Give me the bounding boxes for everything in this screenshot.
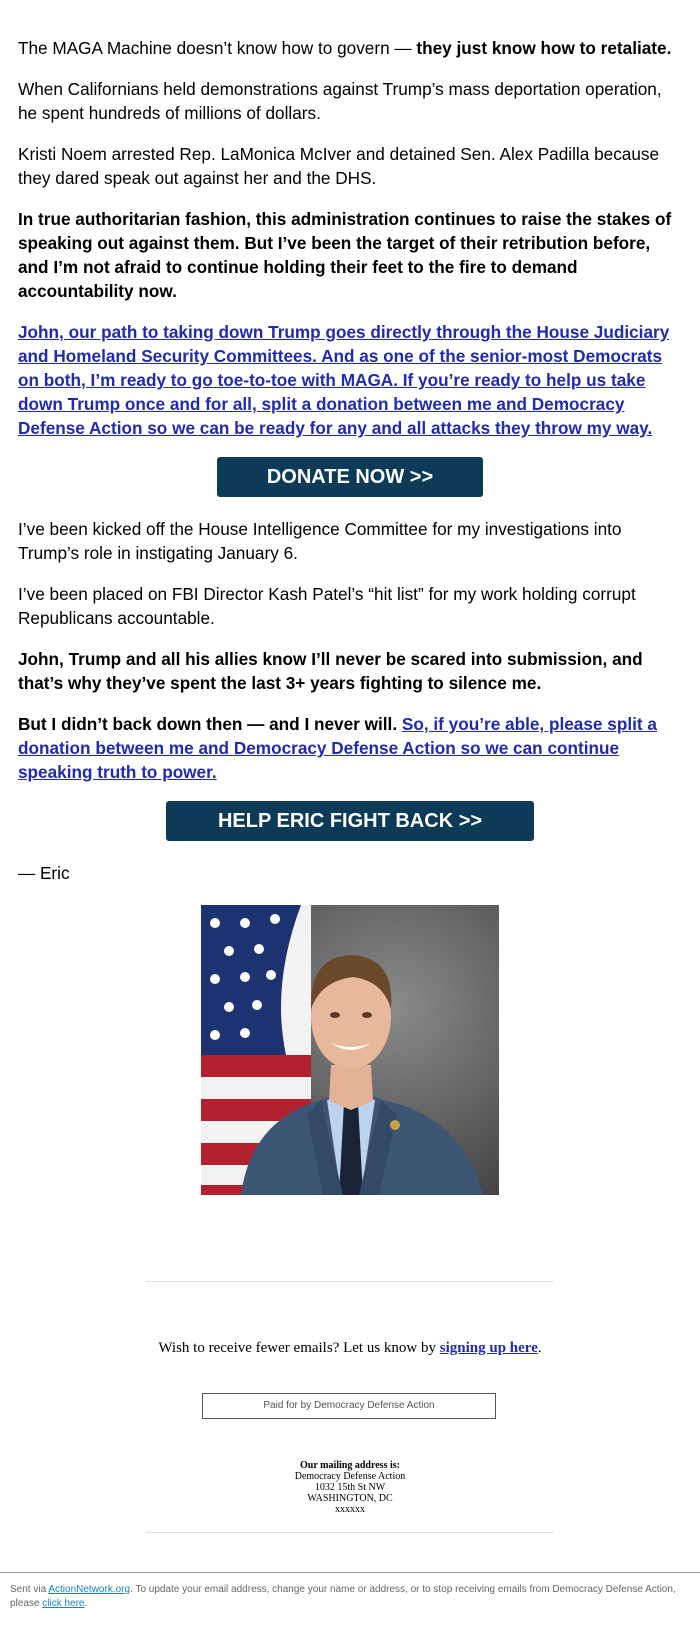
p1-text: The MAGA Machine doesn’t know how to govern — — [18, 38, 417, 58]
click-here-link[interactable]: click here — [42, 1598, 85, 1609]
donate-now-button[interactable]: DONATE NOW >> — [217, 457, 483, 497]
paragraph-2: When Californians held demonstrations against Trump’s mass deportation operation, he spent hundreds of millions of dollars. — [18, 79, 662, 123]
paragraph-1 — [18, 36, 682, 60]
mailing-street: 1032 15th St NW — [314, 1482, 386, 1493]
paragraph-7: I’ve been placed on FBI Director Kash Patel’s “hit list” for my work holding corrupt Republicans accountable. — [18, 584, 636, 628]
paragraph-3: Kristi Noem arrested Rep. LaMonica McIver and detained Sen. Alex Padilla because they dared speak out against her and the DHS. — [18, 144, 660, 188]
portrait-photo — [201, 905, 499, 1195]
signing-up-here-link[interactable]: signing up here — [439, 1340, 538, 1356]
mailing-city: WASHINGTON, DC — [307, 1493, 393, 1504]
paragraph-8: John, Trump and all his allies know I’ll never be scared into submission, and that’s why they’ve spent the last 3+ years fighting to silence me. — [18, 649, 643, 693]
update-info-text: . To update your email address, change your name or address, or to stop receiving emails from Democracy Defense Action, please — [10, 1584, 676, 1609]
actionnetwork-link[interactable]: ActionNetwork.org — [48, 1584, 131, 1595]
paragraph-9 — [18, 712, 682, 784]
portrait-wrap — [18, 905, 682, 1201]
mailing-address — [0, 1460, 700, 1515]
email-body — [18, 36, 682, 1201]
fewer-prefix: Wish to receive fewer emails? Let us know by — [158, 1340, 440, 1356]
divider-bottom — [146, 1532, 554, 1533]
footer-end: . — [84, 1598, 88, 1609]
signature: — Eric — [18, 863, 70, 883]
sent-via-text: Sent via — [10, 1584, 49, 1595]
mailing-zip: xxxxxx — [335, 1504, 365, 1515]
p1-bold-text: they just know how to retaliate. — [416, 38, 672, 58]
fewer-suffix: . — [537, 1340, 542, 1356]
fight-button-row — [18, 801, 682, 841]
donation-link-2[interactable]: So, if you’re able, please split a donation between me and Democracy Defense Action so we can continue speaking truth to power. — [18, 714, 657, 782]
fewer-emails-text — [0, 1340, 700, 1357]
paragraph-6: I’ve been kicked off the House Intelligence Committee for my investigations into Trump’s role in instigating January 6. — [18, 519, 622, 563]
paragraph-4: In true authoritarian fashion, this administration continues to raise the stakes of speaking out against them. But I’ve been the target of their retribution before, and I’m not afraid to continue holding their feet to the fire to demand accountability now. — [18, 209, 672, 301]
donate-button-row — [18, 457, 682, 497]
divider-top — [146, 1281, 554, 1282]
mailing-title: Our mailing address is: — [300, 1460, 400, 1471]
paid-for-box: Paid for by Democracy Defense Action — [202, 1393, 496, 1419]
help-eric-fight-back-button[interactable]: HELP ERIC FIGHT BACK >> — [166, 801, 534, 841]
p9-bold-text: But I didn’t back down then — and I never will. — [18, 714, 402, 734]
paragraph-5 — [18, 320, 682, 440]
mailing-org: Democracy Defense Action — [294, 1471, 406, 1482]
system-footer — [0, 1572, 700, 1640]
donation-link-1[interactable]: John, our path to taking down Trump goes directly through the House Judiciary and Homeland Security Committees. And as one of the senior-most Democrats on both, I’m ready to go toe-to-toe with MAGA. If you’re ready to help us take down Trump once and for all, split a donation between me and Democracy Defense Action so we can be ready for any and all attacks they throw my way. — [18, 322, 670, 438]
